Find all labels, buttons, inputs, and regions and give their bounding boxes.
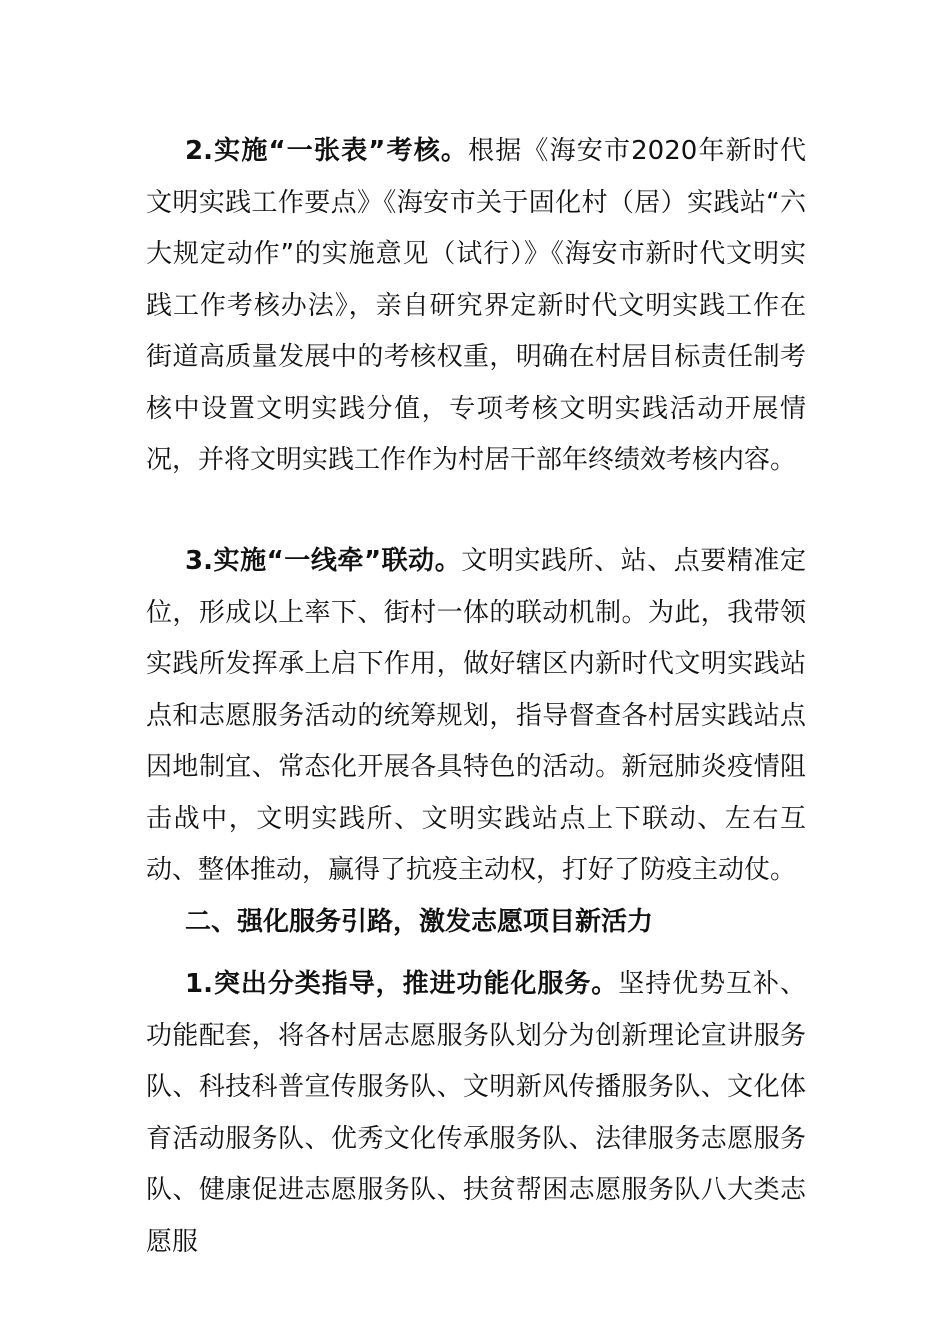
paragraph-lead: 1.突出分类指导，推进功能化服务。 (185, 969, 619, 999)
paragraph-classified-guidance (146, 959, 806, 1268)
paragraph-lead: 3.实施“一线牵”联动。 (185, 546, 462, 576)
paragraph-lead: 2.实施“一张表”考核。 (185, 136, 469, 166)
paragraph-one-table-assessment (146, 126, 806, 487)
section-heading: 二、强化服务引路，激发志愿项目新活力 (185, 907, 654, 937)
paragraph-body: 文明实践所、站、点要精准定位，形成以上率下、街村一体的联动机制。为此，我带领实践所发挥承上启下作用，做好辖区内新时代文明实践站点和志愿服务活动的统筹规划，指导督查各村居实践站点因地制宜、常态化开展各具特色的活动。新冠肺炎疫情阻击战中，文明实践所、文明实践站点上下联动、左右互动、整体推动，赢得了抗疫主动权，打好了防疫主动仗。 (146, 546, 806, 885)
paragraph-body: 坚持优势互补、功能配套，将各村居志愿服务队划分为创新理论宣讲服务队、科技科普宣传服务队、文明新风传播服务队、文化体育活动服务队、优秀文化传承服务队、法律服务志愿服务队、健康促进志愿服务队、扶贫帮困志愿服务队八大类志愿服 (146, 969, 806, 1257)
paragraph-body: 根据《海安市2020年新时代文明实践工作要点》《海安市关于固化村（居）实践站“六大规定动作”的实施意见（试行）》《海安市新时代文明实践工作考核办法》，亲自研究界定新时代文明实践工作在街道高质量发展中的考核权重，明确在村居目标责任制考核中设置文明实践分值，专项考核文明实践活动开展情况，并将文明实践工作作为村居干部年终绩效考核内容。 (146, 136, 806, 475)
paragraph-one-line-linkage (146, 536, 806, 897)
